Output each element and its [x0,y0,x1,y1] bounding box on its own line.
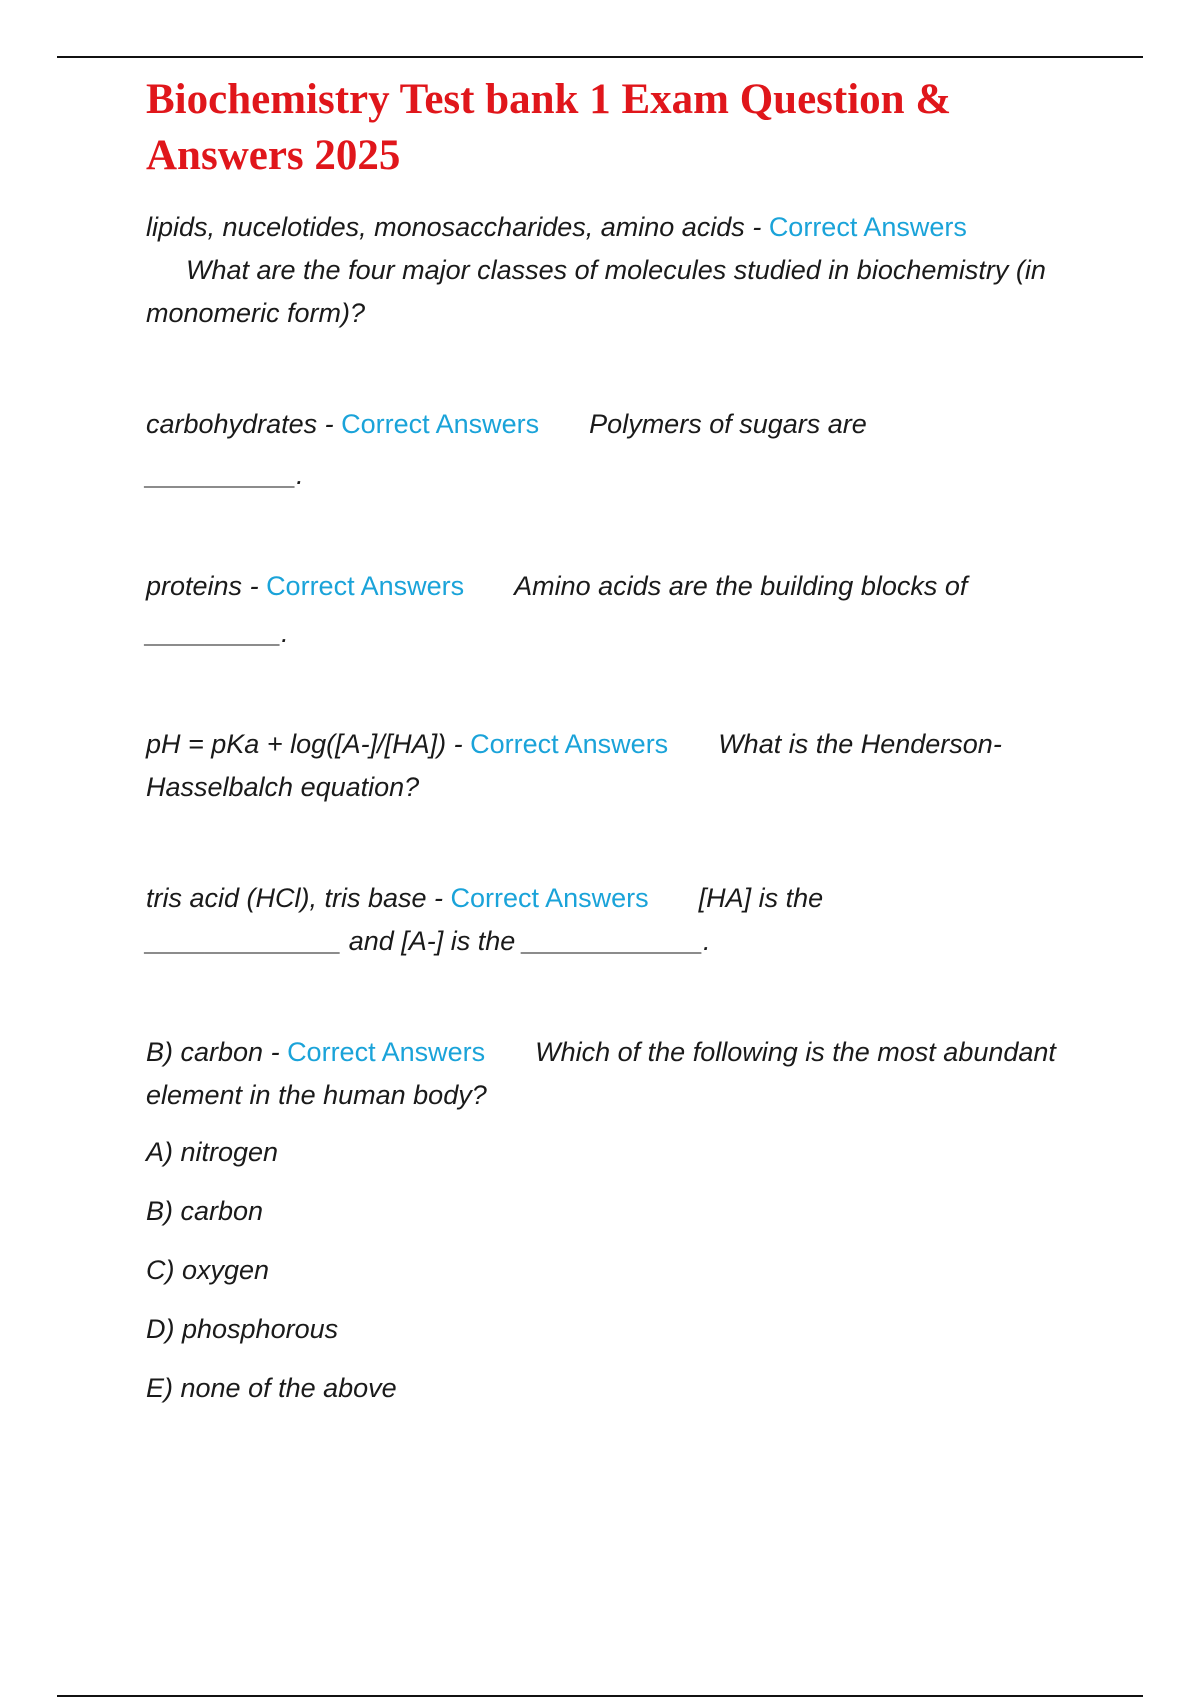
answer-options-list [146,1131,1106,1410]
correct-answers-label: Correct Answers [470,729,669,759]
separator: - [263,1037,288,1067]
answer-text: lipids, nucelotides, monosaccharides, amino acids [146,212,745,242]
question-text: What is the Henderson-Hasselbalch equation? [146,729,1002,802]
qa-entry-2 [146,403,1106,497]
question-text: Polymers of sugars are [589,409,867,439]
separator: - [426,883,451,913]
option-a: A) nitrogen [146,1137,279,1167]
separator: - [317,409,342,439]
question-text: Amino acids are the building blocks of [514,571,968,601]
separator: - [744,212,769,242]
answer-text: B) carbon [146,1037,264,1067]
option-d: D) phosphorous [146,1314,339,1344]
header-rule [57,56,1143,58]
question-text: Which of the following is the most abundant element in the human body? [146,1037,1056,1110]
answer-text: pH = pKa + log([A-]/[HA]) [146,729,447,759]
document-page [146,72,1106,1426]
question-text: What are the four major classes of molecules studied in biochemistry (in monomeric form)? [146,255,1046,328]
document-title: Biochemistry Test bank 1 Exam Question & Answers 2025 [146,76,952,179]
answer-text: carbohydrates [146,409,318,439]
option-b: B) carbon [146,1196,264,1226]
question-blank: _________. [146,618,289,648]
qa-entry-6 [146,1031,1106,1117]
option-c: C) oxygen [146,1255,270,1285]
correct-answers-label: Correct Answers [768,212,967,242]
question-blank: __________. [146,460,304,490]
qa-entry-4 [146,723,1106,809]
qa-entry-1 [146,206,1106,335]
qa-entry-3 [146,565,1106,655]
footer-rule [57,1695,1143,1697]
qa-entry-5 [146,877,1106,963]
correct-answers-label: Correct Answers [266,571,465,601]
answer-text: proteins [146,571,243,601]
question-text: [HA] is the [698,883,824,913]
separator: - [242,571,267,601]
separator: - [446,729,471,759]
correct-answers-label: Correct Answers [450,883,649,913]
correct-answers-label: Correct Answers [341,409,540,439]
option-e: E) none of the above [146,1373,397,1403]
question-blank: _____________ and [A-] is the ____________. [146,926,711,956]
correct-answers-label: Correct Answers [287,1037,486,1067]
answer-text: tris acid (HCl), tris base [146,883,427,913]
